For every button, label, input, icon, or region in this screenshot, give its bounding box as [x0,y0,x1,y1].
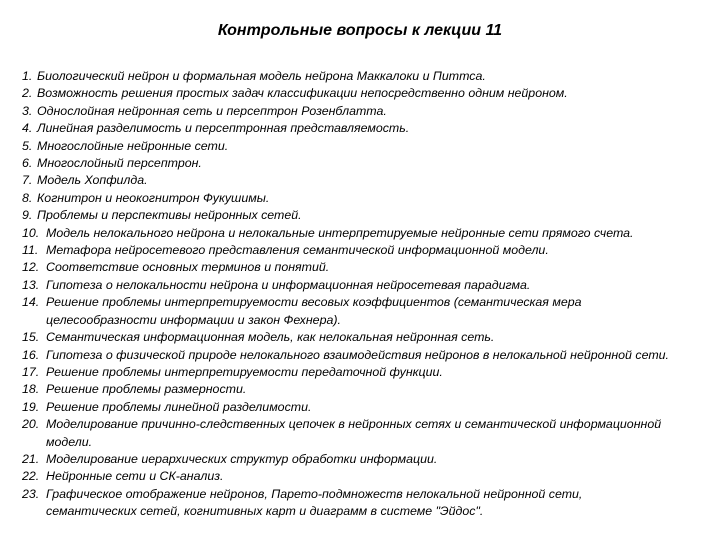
question-text: Решение проблемы интерпретируемости весовых коэффициентов (семантическая мера целесообразности информации и закон Фехнера). [46,295,582,327]
question-text: Гипотеза о физической природе нелокального взаимодействия нейронов в нелокальной нейронной сети. [46,347,669,362]
question-text: Соответствие основных терминов и понятий. [46,260,330,275]
list-item [22,120,672,137]
list-item [22,190,672,207]
list-item [22,486,672,521]
list-item [22,138,672,155]
question-number: 10. [22,225,40,240]
question-number: 20. [22,417,40,432]
list-item [22,329,672,346]
list-item [22,277,672,294]
question-text: Метафора нейросетевого представления семантической информационной модели. [46,243,549,258]
list-item [22,468,672,485]
question-text: Линейная разделимость и персептронная представляемость. [37,121,410,136]
question-number: 13. [22,277,40,292]
list-item [22,347,672,364]
question-number: 17. [22,364,40,379]
question-number: 14. [22,295,40,310]
question-number: 9. [22,208,33,223]
list-item [22,155,672,172]
question-text: Гипотеза о нелокальности нейрона и информационная нейросетевая парадигма. [46,277,531,292]
question-text: Решение проблемы интерпретируемости передаточной функции. [46,364,443,379]
question-number: 2. [22,86,33,101]
list-item [22,85,672,102]
question-number: 15. [22,330,40,345]
question-text: Проблемы и перспективы нейронных сетей. [37,208,302,223]
question-number: 6. [22,156,33,171]
question-number: 19. [22,399,40,414]
list-item [22,381,672,398]
question-text: Модель нелокального нейрона и нелокальные интерпретируемые нейронные сети прямого счета. [46,225,634,240]
question-number: 11. [22,243,39,258]
question-text: Многослойные нейронные сети. [37,138,229,153]
list-item [22,68,672,85]
question-number: 4. [22,121,33,136]
question-number: 3. [22,103,33,118]
list-item [22,259,672,276]
question-text: Биологический нейрон и формальная модель нейрона Маккалоки и Питтса. [37,69,486,83]
list-item [22,225,672,242]
question-number: 18. [22,382,40,397]
question-number: 1. [22,69,33,83]
list-item [22,364,672,381]
question-text: Моделирование иерархических структур обработки информации. [46,451,438,466]
question-text: Нейронные сети и СК-анализ. [46,469,224,484]
list-item [22,416,672,451]
question-text: Графическое отображение нейронов, Парето-подмножеств нелокальной нейронной сети, семантических сетей, когнитивных карт и диаграмм в системе "Эйдос". [46,486,583,519]
question-text: Модель Хопфилда. [37,173,148,188]
question-number: 8. [22,190,33,205]
question-number: 12. [22,260,40,275]
question-text: Когнитрон и неокогнитрон Фукушимы. [37,190,270,205]
question-text: Решение проблемы линейной разделимости. [46,399,312,414]
question-text: Многослойный персептрон. [37,156,202,171]
list-item [22,103,672,120]
page-title: Контрольные вопросы к лекции 11 [217,22,503,39]
list-item [22,172,672,189]
list-item [22,399,672,416]
list-item [22,242,672,259]
question-number: 22. [22,469,40,484]
question-list [22,68,672,521]
question-text: Моделирование причинно-следственных цепочек в нейронных сетях и семантической информационной модели. [46,417,662,449]
list-item [22,294,672,329]
question-number: 23. [22,486,40,501]
list-item [22,451,672,468]
question-number: 16. [22,347,40,362]
list-item [22,207,672,224]
question-text: Решение проблемы размерности. [46,382,247,397]
question-number: 5. [22,138,33,153]
question-text: Семантическая информационная модель, как нелокальная нейронная сеть. [46,330,495,345]
question-number: 21. [22,451,40,466]
question-text: Однослойная нейронная сеть и персептрон Розенблатта. [37,103,387,118]
question-text: Возможность решения простых задач классификации непосредственно одним нейроном. [37,86,568,101]
question-number: 7. [22,173,33,188]
